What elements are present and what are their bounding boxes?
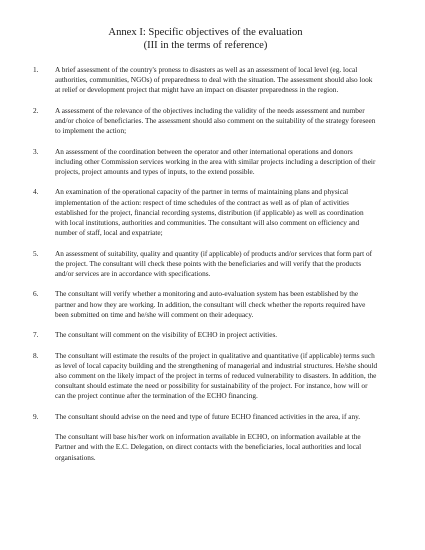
- item-text: The consultant will estimate the results of the project in qualitative and quantitative (if applicable) terms such as level of local capacity building and the strengthening of managerial and industrial structures. He/she should also comment on the likely impact of the project in terms of reduced vulnerability to disasters. In addition, the consultant should estimate the need or possibility for sustainability of the project. For instance, how will or can the project continue after the termination of the ECHO financing.: [55, 350, 378, 401]
- item-number: 4.: [33, 187, 39, 197]
- list-item: [33, 412, 378, 422]
- objectives-list: [33, 65, 378, 422]
- closing-paragraph: The consultant will base his/her work on information available in ECHO, on information available at the Partner and with the E.C. Delegation, on direct contacts with the beneficiaries, local authorities and local organisations.: [55, 432, 362, 462]
- item-text: An assessment of the coordination between the operator and other international operations and donors including other Commission services working in the area with similar projects including a description of their projects, project amounts and types of inputs, to the extend possible.: [55, 146, 376, 176]
- item-number: 9.: [33, 411, 39, 421]
- list-item: [33, 106, 378, 137]
- list-item: [33, 249, 378, 280]
- item-text: A assessment of the relevance of the objectives including the validity of the needs assessment and number and/or choice of beneficiaries. The assessment should also comment on the suitability of the strategy foreseen to implement the action;: [55, 105, 376, 136]
- list-item: [33, 65, 378, 96]
- item-text: The consultant will verify whether a monitoring and auto-evaluation system has been established by the partner and how they are working. In addition, the consultant will check whether the reports required have been submitted on time and he/she will comment on their adequacy.: [55, 289, 366, 319]
- list-item: [33, 330, 378, 340]
- item-number: 7.: [33, 330, 39, 340]
- item-number: 6.: [33, 289, 39, 299]
- list-item: [33, 351, 378, 402]
- list-item: [33, 147, 378, 178]
- list-item: [33, 289, 378, 320]
- item-text: The consultant will comment on the visibility of ECHO in project activities.: [55, 330, 278, 340]
- document-title: Annex I: Specific objectives of the evaluation: [108, 27, 303, 38]
- list-item: [33, 187, 378, 238]
- item-number: 5.: [33, 248, 39, 258]
- item-number: 1.: [33, 65, 39, 74]
- document-subtitle: (III in the terms of reference): [143, 40, 268, 51]
- item-text: A brief assessment of the country's proness to disasters as well as an assessment of local level (eg. local authorities, communities, NGOs) of preparedness to deal with the situation. The assessment should also look at relief or development project that might have an impact on disaster preparedness in the region.: [55, 65, 373, 95]
- item-number: 3.: [33, 146, 39, 156]
- item-number: 2.: [33, 105, 39, 115]
- item-number: 8.: [33, 350, 39, 360]
- item-text: An examination of the operational capacity of the partner in terms of maintaining plans and physical implementation of the action: respect of time schedules of the contract as well as of plan of activities established for the project, financial recording systems, distribution (if applicable) as well as coordination with local institutions, authorities and communities. The consultant will also comment on efficiency and number of staff, local and expatriate;: [55, 187, 364, 238]
- item-text: An assessment of suitability, quality and quantity (if applicable) of products and/or services that form part of the project. The consultant will check these points with the beneficiaries and will verify that the products and/or services are in accordance with specifications.: [55, 248, 373, 278]
- item-text: The consultant should advise on the need and type of future ECHO financed activities in the area, if any.: [55, 411, 361, 421]
